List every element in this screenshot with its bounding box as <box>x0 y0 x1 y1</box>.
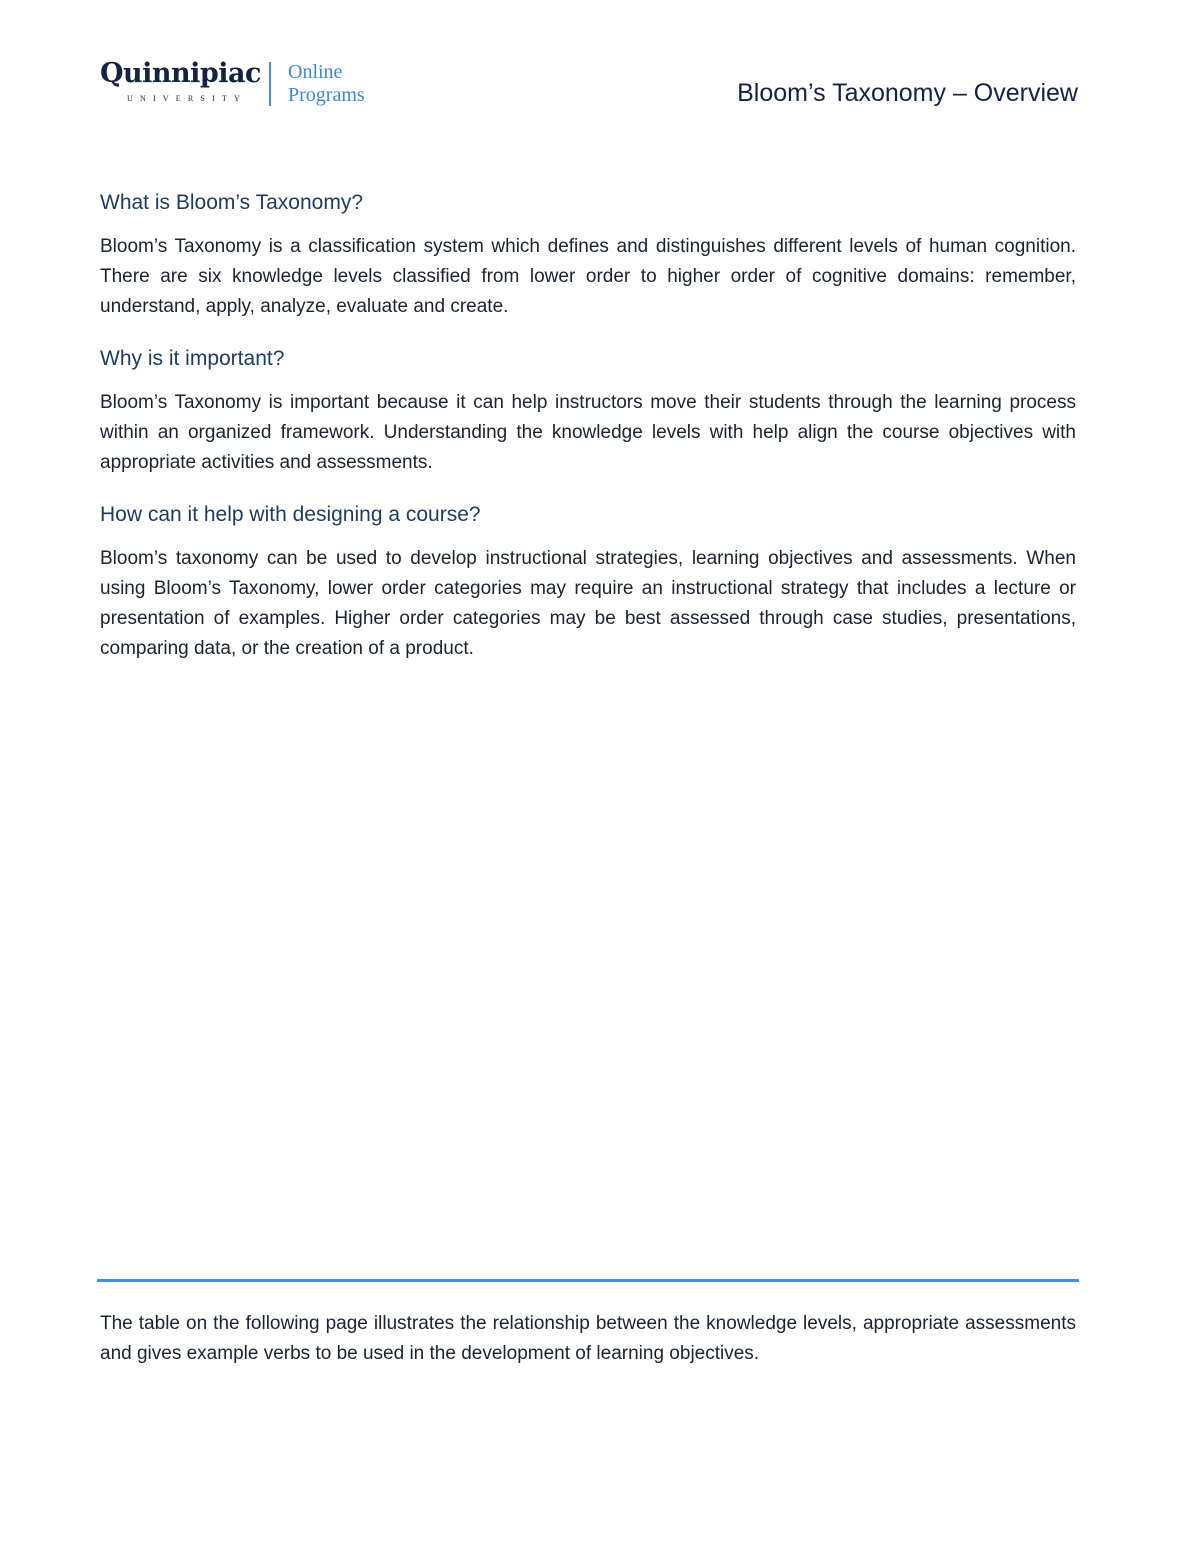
section-paragraph: Bloom’s Taxonomy is a classification system which defines and distinguishes different levels of human cognition. There are six knowledge levels classified from lower order to higher order of cognitive domains: remember, understand, apply, analyze, evaluate and create. <box>100 236 1076 317</box>
logo-divider <box>269 62 271 106</box>
university-logo <box>100 58 261 108</box>
section-heading: Why is it important? <box>100 347 285 370</box>
section-course-design <box>100 500 1076 664</box>
section-heading: What is Bloom’s Taxonomy? <box>100 191 364 214</box>
page-header <box>100 58 1078 114</box>
section-why-important <box>100 344 1076 478</box>
footer-note: The table on the following page illustrates the relationship between the knowledge levels, appropriate assessments and gives example verbs to be used in the development of learning objectives. <box>100 1313 1076 1364</box>
document-body <box>100 188 1076 686</box>
logo-programs: Programs <box>288 84 365 106</box>
document-title: Bloom’s Taxonomy – Overview <box>737 79 1078 107</box>
logo-university: UNIVERSITY <box>127 94 247 103</box>
section-paragraph: Bloom’s taxonomy can be used to develop instructional strategies, learning objectives and assessments. When using Bloom’s Taxonomy, lower order categories may require an instructional strategy that includes a lecture or presentation of examples. Higher order categories may be best assessed through case studies, presentations, comparing data, or the creation of a product. <box>100 548 1076 659</box>
logo-online: Online <box>288 61 343 83</box>
section-what-is <box>100 188 1076 322</box>
footer-divider <box>97 1279 1079 1282</box>
section-heading: How can it help with designing a course? <box>100 503 481 526</box>
section-paragraph: Bloom’s Taxonomy is important because it can help instructors move their students through the learning process within an organized framework. Understanding the knowledge levels with help align the course objectives with appropriate activities and assessments. <box>100 392 1076 473</box>
logo-name: Quinnipiac <box>100 58 261 89</box>
